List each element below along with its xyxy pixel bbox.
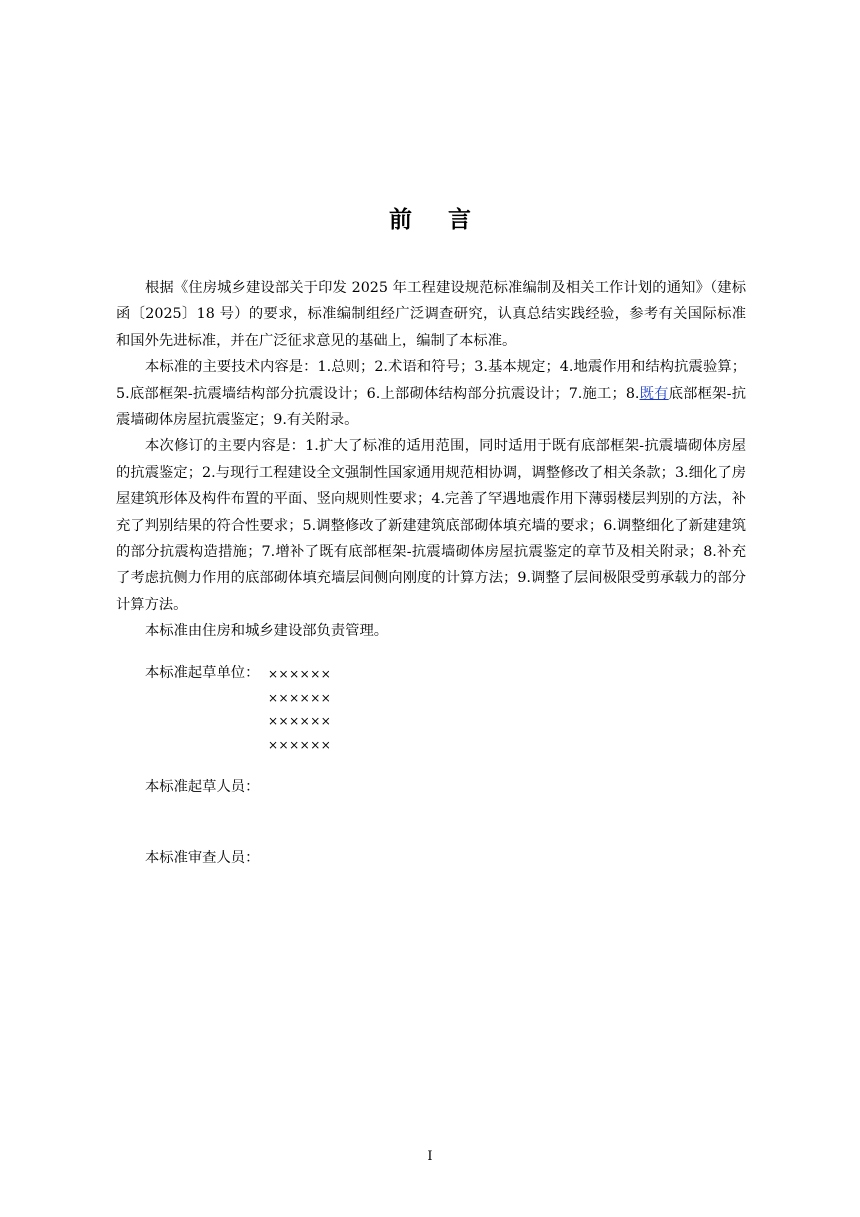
drafting-unit-item: ××××××: [268, 667, 332, 681]
paragraph-basis: 根据《住房城乡建设部关于印发 2025 年工程建设规范标准编制及相关工作计划的通知》（建标函〔2025〕18 号）的要求，标准编制组经广泛调查研究，认真总结实践经验，参考有关国际标准和国外先进标准，并在广泛征求意见的基础上，编制了本标准。: [116, 280, 746, 349]
drafters-label: 本标准起草人员：: [145, 779, 260, 795]
existing-link[interactable]: 既有: [639, 385, 669, 402]
drafting-units-label: 本标准起草单位：: [145, 665, 260, 681]
paragraph-technical-content: [116, 354, 746, 433]
drafting-units-list: [268, 663, 331, 757]
paragraph-technical-content-text-2: 底部框架-抗震墙砌体房屋抗震鉴定；9.有关附录。: [116, 385, 747, 429]
drafting-unit-item: ××××××: [268, 690, 332, 705]
paragraph-management: 本标准由住房和城乡建设部负责管理。: [145, 623, 389, 640]
drafting-unit-item: ××××××: [268, 714, 332, 728]
reviewers-label: 本标准审查人员：: [145, 850, 260, 866]
page-number: I: [427, 1149, 433, 1164]
page-title: 前 言: [388, 207, 485, 233]
paragraph-revision-content: 本次修订的主要内容是：1.扩大了标准的适用范围，同时适用于既有底部框架-抗震墙砌体房屋的抗震鉴定；2.与现行工程建设全文强制性国家通用规范相协调，调整修改了相关条款；3.细化了房屋建筑形体及构件布置的平面、竖向规则性要求；4.完善了罕遇地震作用下薄弱楼层判别的方法，补充了判别结果的符合性要求；5.调整修改了新建建筑底部砌体填充墙的要求；6.调整细化了新建建筑的部分抗震构造措施；7.增补了既有底部框架-抗震墙砌体房屋抗震鉴定的章节及相关附录；8.补充了考虑抗侧力作用的底部砌体填充墙层间侧向刚度的计算方法；9.调整了层间极限受剪承载力的部分计算方法。: [116, 438, 746, 613]
paragraph-technical-content-text-1: 本标准的主要技术内容是：1.总则；2.术语和符号；3.基本规定；4.地震作用和结构抗震验算；5.底部框架-抗震墙结构部分抗震设计；6.上部砌体结构部分抗震设计；7.施工；8.: [116, 359, 746, 402]
preface-body: [116, 275, 746, 645]
drafting-unit-item: ××××××: [268, 737, 332, 752]
